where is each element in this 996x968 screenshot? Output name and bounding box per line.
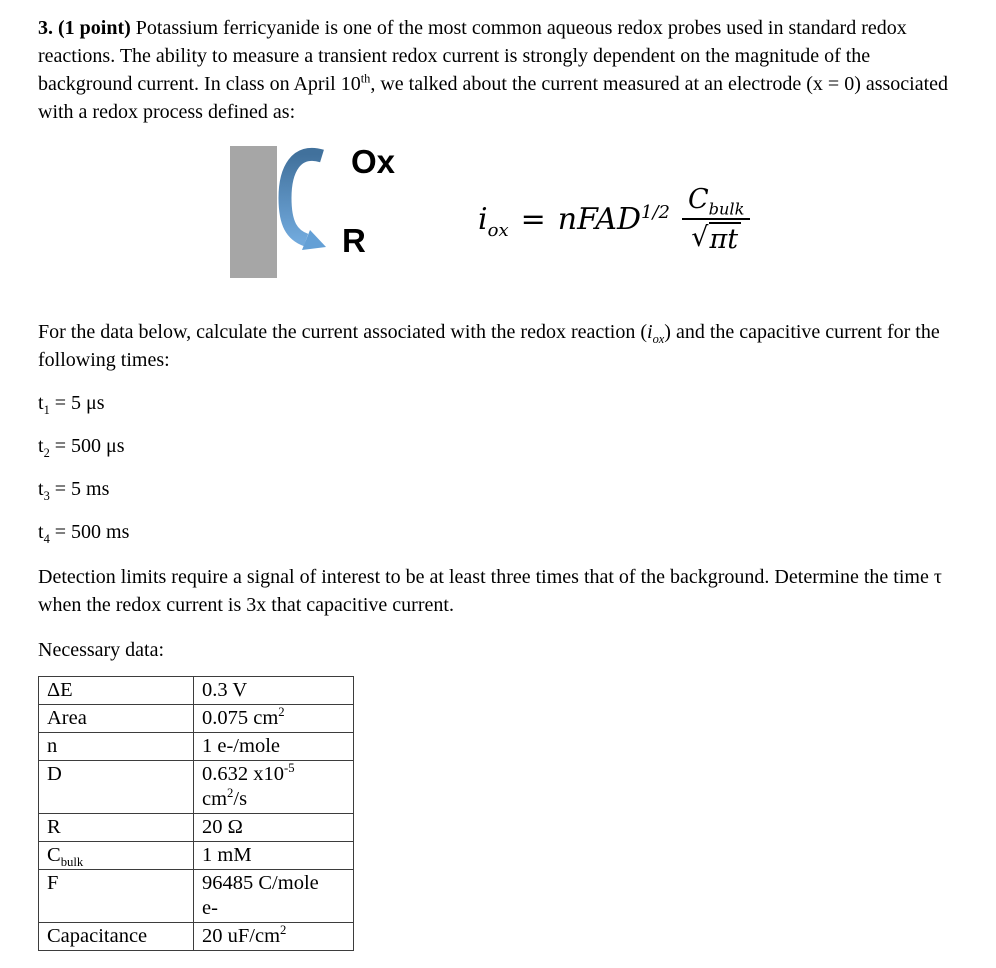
param-cell: ΔE [39,677,194,705]
time-value-1: $t_1 = 5$ μs [38,392,105,417]
value-cell: 1 e-/mole [194,733,354,761]
necessary-data-label: Necessary data: [38,639,165,661]
data-table-body [39,677,354,951]
param-cell: R [39,814,194,842]
value-cell: 1 mM [194,842,354,870]
table-row [39,870,354,923]
value-cell: 0.3 V [194,677,354,705]
param-cell: Capacitance [39,923,194,951]
table-row [39,733,354,761]
problem-statement: 3. (1 point) Potassium ferricyanide is one of the most common aqueous redox probes used in standard redox reactions. The ability to measure a transient redox current is strongly dependent on the magnitude of the background current. In class on April 10th, we talked about the current measured at an electrode (x = 0) associated with a redox process defined as: [38,17,949,123]
figure-and-equation-row [38,138,958,300]
redox-curved-arrow [285,154,322,240]
table-row [39,761,354,814]
value-cell: 0.632 $x10^{-5}$ $cm^2/s$ [194,761,354,814]
table-row [39,677,354,705]
r-label: R [342,222,366,259]
detection-limits-paragraph: Detection limits require a signal of interest to be at least three times that of the background. Determine the time τ when the redox current is 3x that capacitive current. [38,566,942,616]
param-cell: D [39,761,194,814]
table-row [39,705,354,733]
calculation-instruction: For the data below, calculate the current associated with the redox reaction $(i_{ox})$ and the capacitive current for the following times: [38,321,940,371]
electrode-redox-figure [190,140,422,298]
value-cell: 20 Ω [194,814,354,842]
electrode-bar [230,146,277,278]
param-cell: F [39,870,194,923]
equation-rhs-prefactor: nFAD$^{1/2}$ [557,201,670,237]
fraction-numerator: $C_{bulk}$ [682,184,750,220]
time-value-3: $t_3 = 5$ ms [38,478,110,503]
equals-sign: = [520,201,546,237]
data-table [38,676,354,951]
param-cell: Area [39,705,194,733]
value-cell: 0.075 $cm^2$ [194,705,354,733]
value-cell: 96485 C/mole e- [194,870,354,923]
equation-lhs: $i_{ox}$ [478,201,509,241]
param-cell: n [39,733,194,761]
param-cell: $C_{bulk}$ [39,842,194,870]
fraction-denominator [691,220,741,255]
redox-current-equation [478,184,750,255]
radical-sign: √ [691,221,709,253]
table-row [39,923,354,951]
table-row [39,814,354,842]
radicand: πt [709,222,742,255]
equation-fraction [682,184,750,255]
value-cell: 20 $uF/cm^2$ [194,923,354,951]
time-value-4: $t_4 = 500$ ms [38,521,130,546]
table-row [39,842,354,870]
time-value-2: $t_2 = 500$ μs [38,435,125,460]
ox-label: Ox [351,143,396,180]
